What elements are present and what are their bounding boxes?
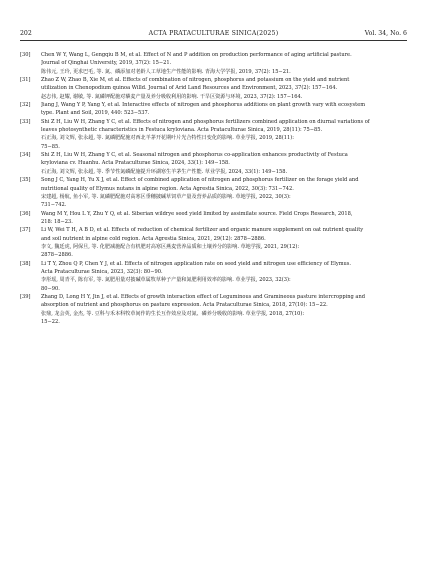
reference-line: 赵志伟, 赵耀, 谢敏, 等. 氮磷钾配施对藜麦产量及养分吸收利用的影响. 干旱区资源与环境, 2023, 37(2): 157−164.: [41, 93, 303, 100]
reference-line: Zhang D, Long H Y, Jin J, et al. Effects of growth interaction effect of Leguminous and Gramineous pasture intercropping and: [41, 293, 365, 300]
reference-line: type. Plant and Soil, 2019, 440: 523−537.: [41, 110, 150, 117]
reference-number: [31]: [20, 77, 31, 84]
reference-line: 石正海, 刘文辉, 张永超, 等. 季节性氮磷配施提升环湖寒生羊茅生产性能. 草业学报, 2024, 33(1): 149−158.: [41, 168, 288, 175]
reference-text: [41, 210, 407, 227]
reference-line: absorption of nutrient and phosphorus on pasture expression. Acta Prataculturae Sinica, 2018, 27(10): 15−22.: [41, 302, 328, 309]
reference-number: [34]: [20, 152, 31, 159]
reference-item: [20, 51, 407, 76]
volume-info: Vol. 34, No. 6: [364, 30, 407, 37]
reference-line: 张鼎, 龙会英, 金杰, 等. 豆科与禾本科牧草间作的生长互作效应及对氮、磷养分吸收的影响. 草业学报, 2018, 27(10):: [41, 310, 305, 317]
reference-line: and soil nutrient in alpine cold region. Acta Agrestia Sinica, 2021, 29(12): 2878−2886.: [41, 235, 266, 242]
reference-line: Shi Z H, Liu W H, Zhang Y C, et al. Effects of nitrogen and phosphorus fertilizers combined application on diurnal variations of: [41, 118, 370, 125]
reference-number: [39]: [20, 293, 31, 300]
reference-line: 15−22.: [41, 319, 60, 325]
reference-item: [20, 151, 407, 176]
reference-number: [32]: [20, 102, 31, 109]
reference-list: [20, 51, 407, 326]
reference-item: [20, 226, 407, 259]
reference-line: Acta Prataculturae Sinica, 2023, 32(3): 80−90.: [41, 268, 163, 275]
reference-line: Li T Y, Zhou Q P, Chen Y J, et al. Effects of nitrogen application rate on seed yield and nitrogen use efficiency of Elymus.: [41, 260, 352, 267]
reference-line: 731−742.: [41, 202, 67, 209]
reference-line: Li W, Wei T H, A B D, et al. Effects of reduction of chemical fertilizer and organic manure supplement on oat nutrient quality: [41, 227, 364, 234]
reference-number: [30]: [20, 52, 31, 58]
reference-number: [35]: [20, 177, 31, 184]
reference-line: nutritional quality of Elymus nutans in alpine region. Acta Agrestia Sinica, 2022, 30(3): 731−742.: [41, 185, 294, 192]
reference-line: 石正海, 刘文辉, 张永超, 等. 氮磷肥配施对西北羊茅开花期叶片光合特性日变化的影响. 草业学报, 2019, 28(11):: [41, 135, 294, 142]
reference-item: [20, 118, 407, 151]
reference-line: 宋建超, 杨航, 鱼小军, 等. 氮磷肥配施对高寒区垂穗披碱草饲草产量及营养品质的影响. 草地学报, 2022, 30(3):: [41, 193, 291, 200]
page-number: 202: [20, 30, 32, 37]
reference-text: [41, 118, 407, 151]
reference-item: [20, 101, 407, 118]
reference-line: 80−90.: [41, 285, 60, 292]
reference-text: [41, 151, 407, 176]
reference-line: Journal of Qinghai University, 2019, 37(2): 15−21.: [41, 60, 172, 67]
reference-line: 75−85.: [41, 143, 60, 150]
reference-text: [41, 101, 407, 118]
reference-line: kryloviana cv. Huanhu. Acta Prataculturae Sinica, 2024, 33(1): 149−158.: [41, 160, 230, 167]
reference-item: [20, 293, 407, 326]
reference-text: [41, 226, 407, 259]
reference-line: utilization in Chenopodium quinoa Willd. Journal of Arid Land Resources and Environment, 2023, 37(2): 157−164.: [41, 85, 338, 92]
reference-line: 2878−2886.: [41, 252, 73, 259]
reference-text: [41, 260, 407, 293]
reference-text: [41, 293, 407, 326]
reference-line: Zhao Z W, Zhao B, Xie M, et al. Effects of combination of nitrogen, phosphorus and potassium on the yield and nutrient: [41, 77, 350, 84]
reference-line: Jiang J, Wang Y P, Yang Y, et al. Interactive effects of nitrogen and phosphorus additions on plant growth vary with ecosystem: [41, 102, 366, 109]
reference-line: Song J C, Yang H, Yu X J, et al. Effect of combined application of nitrogen and phosphorus fertilizer on the forage yield and: [41, 177, 359, 184]
reference-line: 李文, 魏廷虎, 阿保旦, 等. 化肥减施配合有机肥对高寒区燕麦营养品质和土壤养分的影响. 草地学报, 2021, 29(12):: [41, 243, 300, 250]
reference-line: Shi Z H, Liu W H, Zhang Y C, et al. Seasonal nitrogen and phosphorus co-application enhances productivity of Festuca: [41, 152, 348, 159]
reference-text: [41, 76, 407, 101]
journal-title: ACTA PRATACULTURAE SINICA(2025): [148, 30, 279, 37]
reference-line: Wang M Y, Hou L Y, Zhu Y Q, et al. Siberian wildrye seed yield limited by assimilate source. Field Crops Research, 2018,: [41, 210, 353, 217]
reference-line: 陈伟元, 王玲, 更求巴毛, 等. 氮、磷添加对老龄人工草地生产性能的影响. 青海大学学报, 2019, 37(2): 15−21.: [41, 68, 291, 75]
reference-number: [36]: [20, 210, 31, 217]
reference-number: [38]: [20, 260, 31, 267]
reference-item: [20, 210, 407, 227]
reference-item: [20, 76, 407, 101]
reference-text: [41, 51, 407, 76]
reference-number: [33]: [20, 118, 31, 125]
reference-number: [37]: [20, 227, 31, 234]
reference-line: 218: 18−23.: [41, 218, 73, 225]
running-header: [20, 28, 407, 41]
reference-item: [20, 176, 407, 209]
reference-line: Chen W Y, Wang L, Gengqiu B M, et al. Effect of N and P addition on production performance of aging artificial pasture.: [41, 52, 352, 58]
reference-item: [20, 260, 407, 293]
reference-text: [41, 176, 407, 209]
reference-line: 李彤瑶, 周青平, 陈有军, 等. 氮肥用量对披碱草属牧草种子产量和氮肥利用效率的影响. 草业学报, 2023, 32(3):: [41, 277, 291, 284]
reference-line: leaves photosynthetic characteristics in Festuca kryloviana. Acta Prataculturae Sinica, 2019, 28(11): 75−85.: [41, 127, 323, 134]
